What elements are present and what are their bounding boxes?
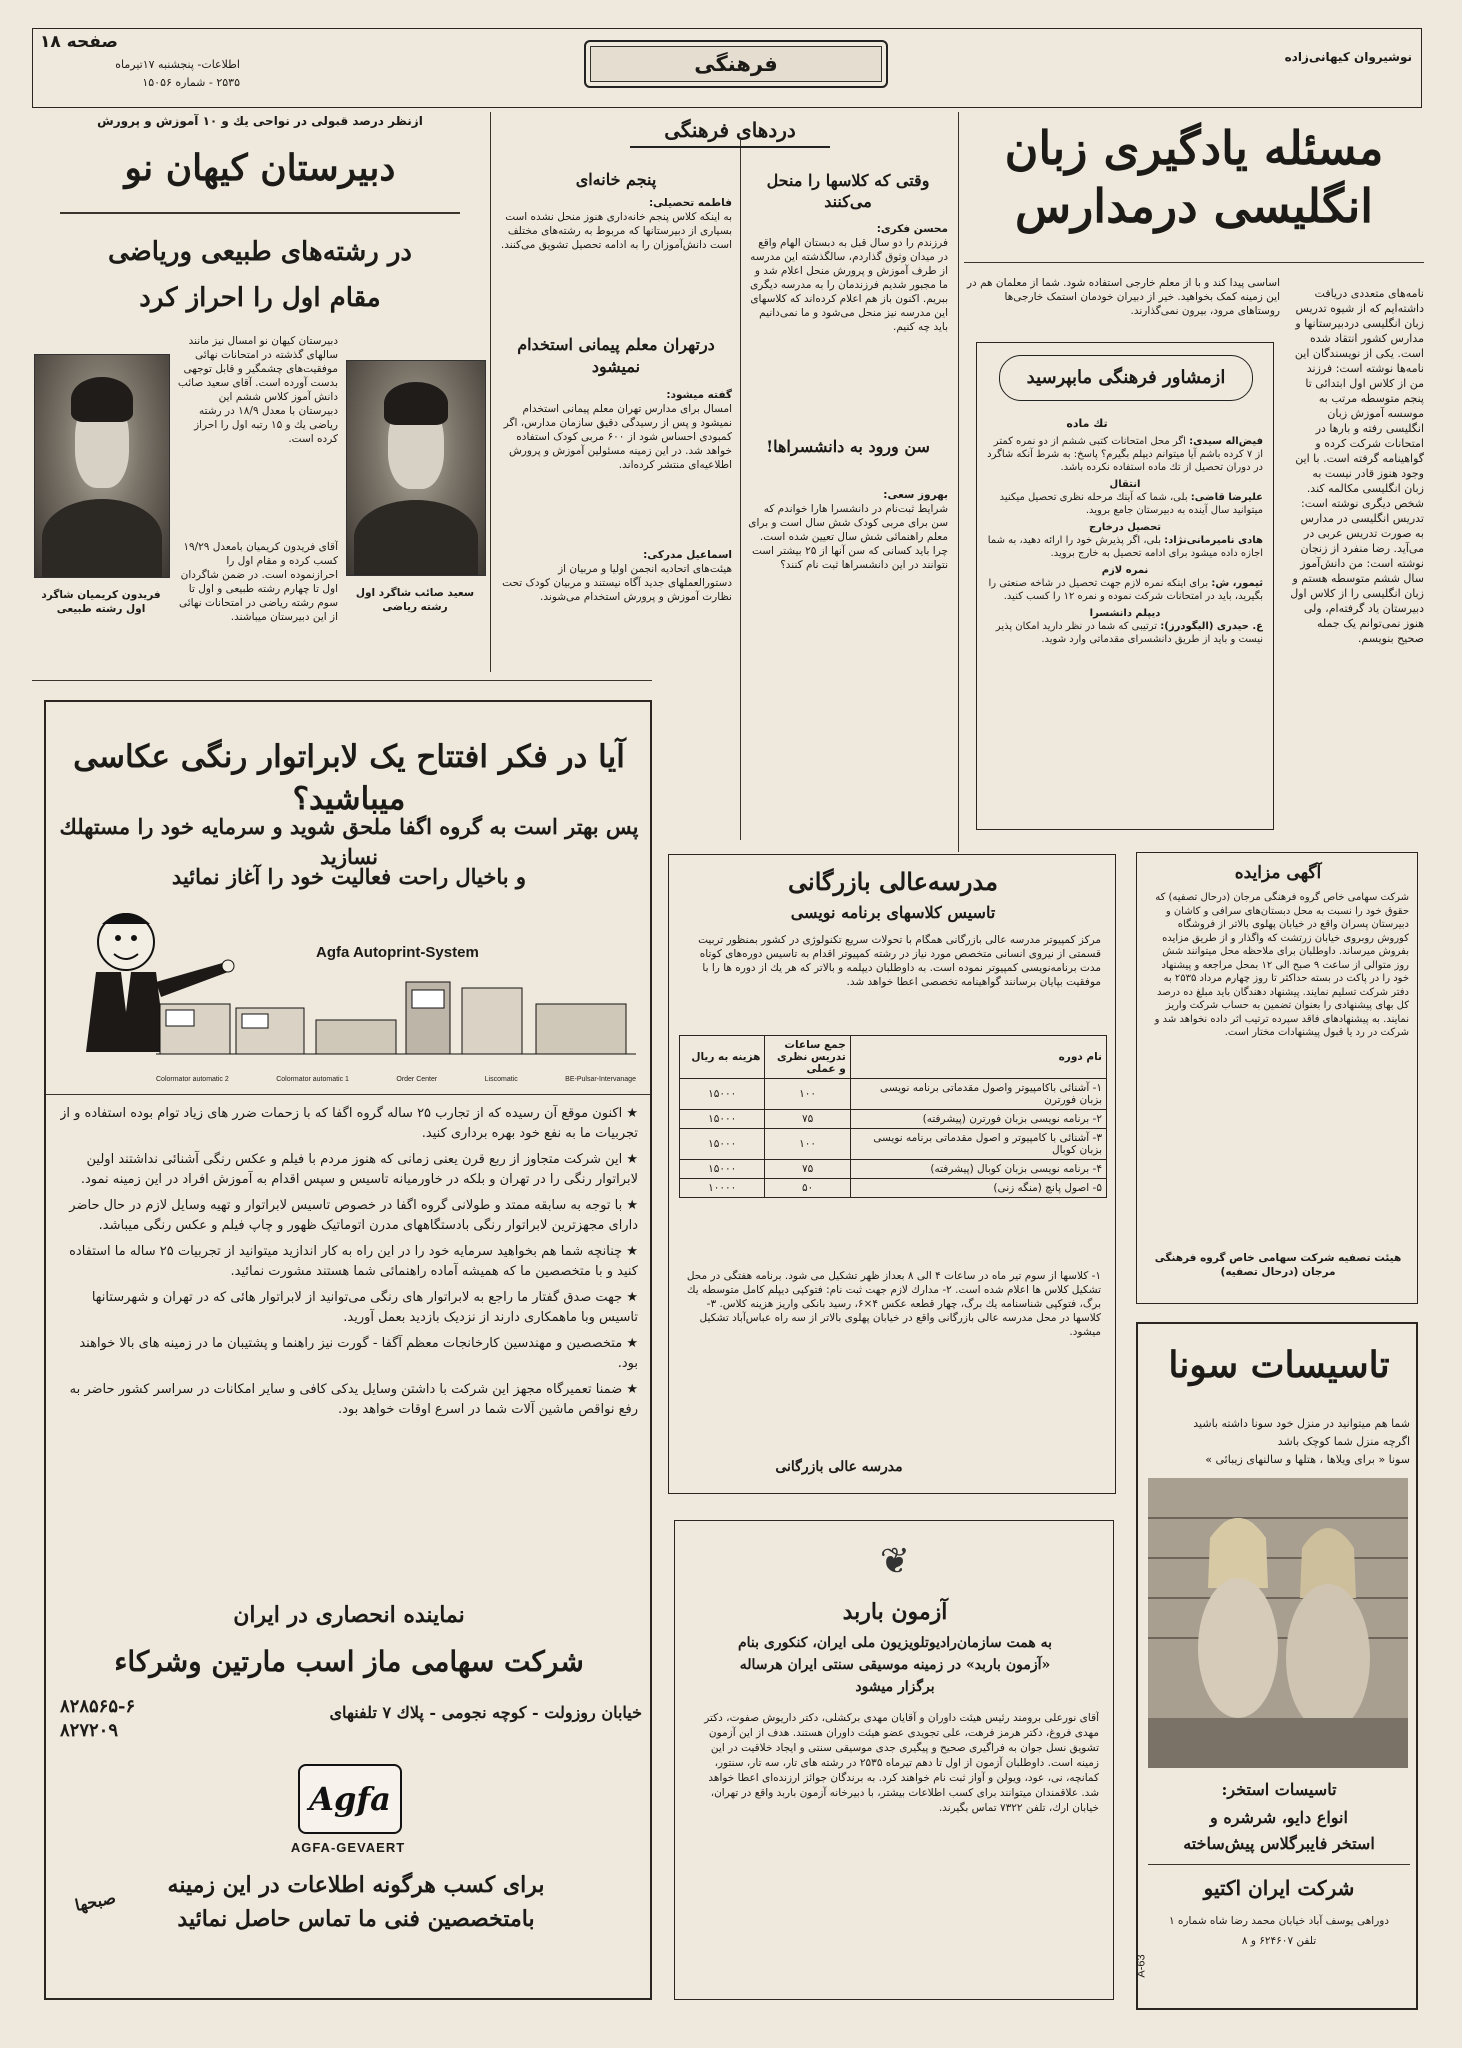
commerce-title: مدرسه‌عالی بازرگانی xyxy=(788,867,998,896)
agfa-ad xyxy=(44,700,652,2000)
q3-text: بلی، اگر پذیرش خود را ارائه دهید، به شما اجازه داده میشود برای ادامه تحصیل به خارج بروید. xyxy=(987,535,1263,559)
author-byline: نوشیروان کیهانی‌زاده xyxy=(1284,50,1412,64)
pains-name-a: محسن فکری: xyxy=(876,223,948,235)
h-transfer: انتقال xyxy=(1109,479,1141,490)
pains-col-a xyxy=(748,222,948,422)
q4-text: برای اینکه نمره لازم جهت تحصیل در شاخه صنعتی را بگیرید، باید در امتحانات شرکت نموده و نمره ۱۲ را کسب کنید. xyxy=(988,578,1263,602)
agfa-logo-caption: AGFA-GEVAERT xyxy=(290,1840,406,1855)
pool-line-2: استخر فایبرگلاس پیش‌ساخته xyxy=(1183,1834,1375,1853)
q1-name: فیض‌اله سیدی: xyxy=(1189,436,1263,447)
machine-label-4: Liscomatic xyxy=(484,1076,518,1083)
course-fee: ۱۵۰۰۰ xyxy=(680,1129,765,1160)
caption-saeb: سعید صائب شاگرد اول رشته ریاضی xyxy=(355,587,475,613)
pains-text-a: فرزندم را دو سال قبل به دبستان الهام واقع در میدان وثوق گذاردم، سالگذشته این مدرسه از طرف آموزش و پرورش منحل اعلام شد و ما مجبور شدیم فرزندمان را به مدرسه دیگری ببریم. اکنون باز هم اعلام کرده‌اند که کلاسهای این مدرسه نیز منحل می‌شود و ما نمی‌دانیم باید چه کنیم. xyxy=(750,237,948,333)
agfa-headline: آیا در فکر افتتاح یک لابراتوار رنگی عکاسی میباشید؟ xyxy=(73,739,625,817)
agfa-bullet-7-text: ضمنا تعمیرگاه مجهز این شرکت با داشتن وسایل یدکی کافی و سایر امکانات در سراسر کشور حاضر به رفع نواقص ماشین آلات شما در اسرع اوقات خواهد بود. xyxy=(69,1382,638,1417)
auction-ad xyxy=(1136,852,1418,1304)
caption-karimian: فریدون کریمیان شاگرد اول رشته طبیعی xyxy=(41,589,161,615)
pains-col-e xyxy=(748,488,948,838)
agfa-phone-1: ۸۲۸۵۶۵-۶ xyxy=(60,1696,136,1717)
agfa-agent-title: نماینده انحصاری در ایران xyxy=(233,1602,465,1628)
q3-name: هادی نامیرمانی‌نژاد: xyxy=(1164,535,1263,546)
kayhan-headline: دبیرستان کیهان نو xyxy=(124,147,396,189)
commerce-notes: ۱- کلاسها از سوم‌ تیر ماه در ساعات ۴ الی ۸ بعداز ظهر تشکیل می شود. برنامه هفتگی در محل تشکیل کلاس ها اعلام شده است. ۲- مدارك لازم جهت ثبت نام: فتوکپی دیپلم کامل متوسطه یك برگ، فتوکپی شناسنامه یك برگ، چهار قطعه عکس ۴×۶، رسید بانکی واریز هزینه کلاس. ۳- کلاسها در محل مدرسه عالی بازرگانی واقع در خیابان پهلوی بالاتر از سه راه عباس‌آباد تشکیل میشود. xyxy=(686,1270,1101,1338)
agfa-system-label: Agfa Autoprint-System xyxy=(316,944,479,961)
sauna-line-1: شما هم میتوانید در منزل خود سونا داشته باشید xyxy=(1193,1417,1410,1430)
sauna-address: دوراهی یوسف آباد خیابان محمد رضا شاه شماره ۱ xyxy=(1168,1915,1390,1927)
pains-col-c xyxy=(500,388,732,538)
sauna-photo xyxy=(1148,1478,1408,1768)
table-row xyxy=(680,1110,1107,1129)
pains-heading-e: سن ورود به دانشسراها! xyxy=(766,437,930,456)
photo-karimian xyxy=(34,354,170,578)
course-hours: ۱۰۰ xyxy=(765,1129,850,1160)
table-row xyxy=(680,1079,1107,1110)
agfa-bullet-5-text: جهت صدق گفتار ما راجع به لابراتوار های رنگی می‌توانید از لابراتوار هائی که در تهران و شهرستانها تاسیس وبا ماهمکاری دارند از نزدیک بازدید بعمل آورید. xyxy=(91,1290,638,1325)
col-fee-header: هزینه به ریال xyxy=(680,1036,765,1079)
agfa-bullet-6-text: متخصصین و مهندسین کارخانجات معظم آگفا - گورت نیز راهنما و پشتیبان ما در زمینه های بالا خواهند بود. xyxy=(79,1336,638,1371)
machine-label-1: Colormator automatic 2 xyxy=(156,1076,229,1083)
english-article-col1: نامه‌های متعددی دریافت داشته‌ایم که از شیوه تدریس زبان انگلیسی دردبیرستانها و مدارس کشور انتقاد شده است. یکی از نویسندگان این نامه‌ها نوشته است: فرزند من از کلاس اول ابتدائی تا پنجم متوسطه مرتب به موسسه آموزش زبان انگلیسی رفته و بارها در امتحانات شرکت کرده و گواهینامه گرفته است. با این وجود هنوز قادر نیست به زبان انگلیسی مکالمه کند. شخص دیگری نوشته است: تدریس انگلیسی در مدارس به صورت تدریس عربی در می‌آید. رضا منفرد از زنجان نوشته است: من دانش‌آموز سال ششم متوسطه هستم و زبان انگلیسی را از کلاس اول دبیرستان یاد گرفته‌ام، ولی هنوز نمی‌توانم یک جمله صحیح بنویسم. xyxy=(1290,287,1424,645)
pains-col-b xyxy=(500,196,732,316)
page-header xyxy=(32,28,1422,108)
course-table xyxy=(679,1035,1107,1198)
pains-name-b: فاطمه تحصیلی: xyxy=(648,197,732,209)
agfa-bullet-1-text: اکنون موقع آن رسیده که از تجارب ۲۵ ساله گروه اگفا که با زحمات ضرر های زیاد توام بوده استفاده و از تجربیات ما به نفع خود بهره برداری کنید. xyxy=(60,1106,638,1141)
barbad-exam-ad xyxy=(674,1520,1114,2000)
pool-title: تاسیسات استخر: xyxy=(1221,1780,1337,1799)
agfa-sub-2: و باخیال راحت فعالیت خود را آغاز نمائید xyxy=(171,864,527,889)
barbad-intro-1: به همت سازمان‌رادیوتلویزیون ملی ایران، کنکوری بنام xyxy=(737,1635,1053,1651)
english-article-col2: اساسی پیدا کند و با از معلم خارجی استفاده شود. شما از معلمان هم در این زمینه کمک بخواهید. خیر از دبیران خودمان استمک خارجی‌ها روستاهای مرود، بیرون نمی‌گذارند. xyxy=(966,277,1280,317)
agfa-footer-1: برای کسب هرگونه اطلاعات در این زمینه xyxy=(167,1872,545,1898)
kayhan-kicker: ازنظر درصد قبولی در نواحی یك و ۱۰ آموزش و پرورش xyxy=(97,114,423,128)
q1-text: اگر محل امتحانات کتبی ششم از دو نمره کمتر از ۷ کرده باشم آیا میتوانم دیپلم بگیرم؟ پاسخ: به شرط آنکه شاگرد در دوران تحصیل از تك ماده استفاده نکرده باشد. xyxy=(987,436,1263,473)
course-fee: ۱۵۰۰۰ xyxy=(680,1079,765,1110)
pains-text-e: شرایط ثبت‌نام در دانشسرا هارا خواندم که سن برای مربی کودک شش سال است و برای معلم راهنمائی شش سال تعیین شده است. چرا باید کسانی که سن آنها از ۲۵ بیشتر است نتوانند در این دانشسراها ثبت نام کنند؟ xyxy=(748,503,948,571)
agfa-bullet-6: ★ متخصصین و مهندسین کارخانجات معظم آگفا - گورت نیز راهنما و پشتیبان ما در زمینه های بالا خواهند بود. xyxy=(79,1336,638,1371)
q2-text: بلی، شما که آینك مرحله نظری تحصیل میکنید میتوانید سال آینده به دبیرستان جامع بروید. xyxy=(999,492,1263,516)
kayhan-body-1: دبیرستان کیهان نو امسال نیز مانند سالهای گذشته در امتحانات نهائی موفقیت‌های چشمگیر و قابل توجهی بدست آورده است. آقای سعید صائب دانش آموز کلاس ششم این دبیرستان با معدل ۱۸/۹ در رشته ریاضی یك و ۱۵ رتبه اول را احراز کرده است. xyxy=(177,335,338,445)
advisor-subtitle: تك ماده xyxy=(1066,417,1108,430)
pains-text-c: امسال برای مدارس تهران معلم پیمانی استخدام نمیشود و پس از رسیدگی دقیق‌ سازمان مدارس، اگر کمبودی احساس شود از ۶۰۰ مربی کودک استفاده خواهد شد. در این زمینه مسئولین آموزش و پرورش اطلاعیه‌ای منتشر کرده‌اند. xyxy=(503,403,732,471)
commerce-subtitle: تاسیس کلاسهای برنامه نویسی xyxy=(790,903,996,922)
course-hours: ۵۰ xyxy=(765,1179,850,1198)
pains-name-e: بهروز سعی: xyxy=(883,489,948,501)
agfa-bullet-2-text: این شرکت متجاوز از ربع قرن یعنی زمانی که هنوز مردم با فیلم و عکس رنگی آشنائی نداشتند اولین لابراتوار رنگی را در تهران و بلکه در خاورمیانه تاسیس و سپس اقدام به آموزش افراد در این زمینه نمود. xyxy=(80,1152,638,1187)
english-headline-2: انگلیسی درمدارس xyxy=(1014,179,1374,233)
agfa-footer-time: صبحها xyxy=(73,1887,118,1916)
advisor-box xyxy=(976,342,1274,830)
barbad-title: آزمون باربد xyxy=(842,1599,948,1625)
agfa-bullet-7: ★ ضمنا تعمیرگاه مجهز این شرکت با داشتن وسایل یدکی کافی و سایر امکانات در سراسر کشور حاضر به رفع نواقص ماشین آلات شما در اسرع اوقات خواهد بود. xyxy=(69,1382,638,1417)
sauna-title: تاسیسات سونا xyxy=(1168,1344,1390,1386)
section-label: فرهنگی xyxy=(584,40,888,88)
sauna-company: شرکت ایران اکتیو xyxy=(1203,1876,1355,1900)
agfa-bullet-4-text: چنانچه شما هم بخواهید سرمایه خود را در این راه به کار اندازید میتوانید از تجربیات ۲۵ ساله ما استفاده کنید و با متخصصین ما که همیشه آماده راهنمائی شما هستند مشورت نمائید. xyxy=(69,1244,638,1279)
col-course-header: نام دوره xyxy=(850,1036,1106,1079)
course-fee: ۱۵۰۰۰ xyxy=(680,1110,765,1129)
commerce-intro: مرکز کمپیوتر مدرسه عالی بازرگانی همگام با تحولات سریع تکنولوژی در کشور بمنظور تربیت قسمتی از نیروی انسانی متخصص مورد نیاز در رشته کمپیوتر اقدام به تاسیس دوره‌های کوتاه مدت برنامه‌نویسی کمپیوتر نموده است. به داوطلبان دیپلمه و بالاتر که هر یك از دوره ها را با موفقیت بپایان برسانند گواهینامه تخصصی اعطا خواهد شد. xyxy=(698,934,1101,988)
agfa-phone-2: ۸۲۷۲۰۹ xyxy=(60,1720,119,1741)
sauna-ad xyxy=(1136,1322,1418,2010)
course-hours: ۷۵ xyxy=(765,1160,850,1179)
course-name: ۳- آشنائی با کامپیوتر و اصول مقدماتی برنامه نویسی بزبان کوبال xyxy=(850,1129,1106,1160)
h-study-abroad: تحصیل درخارج xyxy=(1088,522,1162,533)
agfa-bullets xyxy=(60,1104,638,1592)
course-name: ۴- برنامه نویسی بزبان کوبال (پیشرفته) xyxy=(850,1160,1106,1179)
lab-machines-illustration xyxy=(156,974,636,1074)
course-fee: ۱۰۰۰۰ xyxy=(680,1179,765,1198)
h-grade: نمره لازم xyxy=(1101,565,1149,576)
sauna-phone: تلفن ۶۲۴۶۰۷ و ۸ xyxy=(1241,1935,1317,1947)
advisor-title: ازمشاور فرهنگی مابپرسید xyxy=(999,355,1253,401)
course-fee: ۱۵۰۰۰ xyxy=(680,1160,765,1179)
machine-label-3: Order Center xyxy=(396,1076,438,1083)
machine-label-2: Colormator automatic 1 xyxy=(276,1076,349,1083)
machine-label-5: BE-Pulsar-Intervanage xyxy=(565,1076,636,1083)
q4-name: ثیمور، ش: xyxy=(1211,578,1263,589)
kayhan-sub-2: مقام اول را احراز کرد xyxy=(139,283,381,313)
pains-col-d xyxy=(500,548,732,668)
photo-saeb xyxy=(346,360,486,576)
cultural-pains-title: دردهای فرهنگی xyxy=(630,118,830,148)
h-diploma: دیپلم دانشسرا xyxy=(1089,608,1161,619)
agfa-logo xyxy=(298,1764,402,1834)
pains-heading-b: پنجم خانه‌ای xyxy=(575,170,657,189)
course-name: ۲- برنامه نویسی بزبان فورترن (پیشرفته) xyxy=(850,1110,1106,1129)
paper-date: اطلاعات- پنجشنبه ۱۷تیرماه xyxy=(115,58,240,71)
machine-labels xyxy=(156,1076,636,1083)
auction-signature: هیئت تصفیه شرکت سهامی خاص گروه فرهنگی مرجان (درحال تصفیه) xyxy=(1154,1252,1402,1278)
col-hours-header: جمع ساعات تدریس نظری و عملی xyxy=(765,1036,850,1079)
pains-text-b: به اینکه کلاس پنجم خانه‌داری هنوز منحل نشده است بسیاری از دبیرستانها که مربوط به رشته‌های مختلف است دانش‌آموزان را به ادامه تحصیل تشویق می‌کنند. xyxy=(500,211,732,251)
sauna-line-3: سونا « برای ویلاها ، هتلها و سالنهای زیبائی » xyxy=(1205,1453,1410,1466)
kayhan-sub-1: در رشته‌های طبیعی وریاضی xyxy=(107,237,412,267)
agfa-bullet-4: ★ چنانچه شما هم بخواهید سرمایه خود را در این راه به کار اندازید میتوانید از تجربیات ۲۵ ساله ما استفاده کنید و با متخصصین ما که همیشه آماده راهنمائی شما هستند مشورت نمائید. xyxy=(69,1244,638,1279)
course-hours: ۷۵ xyxy=(765,1110,850,1129)
agfa-bullet-3-text: با توجه به سابقه ممتد و طولانی گروه اگفا در خصوص تاسیس لابراتوار و تهیه وسایل لازم در حال حاضر دارای مجهزترین لابراتوار رنگی بادستگاههای مدرن اتوماتیک ظهور و چاپ فیلم و عکس رنگی میباشد. xyxy=(69,1198,638,1233)
sauna-line-2: اگرچه منزل شما کوچک باشد xyxy=(1277,1435,1410,1448)
barbad-intro-2: «آزمون باربد» در زمینه موسیقی سنتی ایران هرساله xyxy=(739,1657,1051,1673)
english-headline-1: مسئله یادگیری زبان xyxy=(1004,121,1384,175)
commerce-table-wrap xyxy=(679,1035,1107,1198)
issue-number: ۲۵۳۵ - شماره ۱۵۰۵۶ xyxy=(142,76,240,89)
barbad-intro-3: برگزار میشود xyxy=(855,1679,935,1695)
agfa-logo-text: Agfa xyxy=(309,1780,391,1818)
table-row xyxy=(680,1160,1107,1179)
pool-line-1: انواع دایو، شرشره و xyxy=(1210,1808,1348,1827)
table-row xyxy=(680,1179,1107,1198)
pains-heading-c: درتهران معلم پیمانی استخدام نمیشود xyxy=(517,335,715,376)
auction-text: شرکت سهامی خاص گروه فرهنگی مرجان (درحال تصفیه) که حقوق خود را نسبت به محل دبستان‌های سرافی و کاشان و دبیرستان پسران واقع در خیابان پهلوی بالاتر از فروشگاه کوروش روبروی خیابان زرتشت که واگذار و از طریق مزایده بفروش میرساند. داوطلبان برای ملاحظه محل میتوانند شش روز متوالی از ساعت ۹ صبح الی ۱۲ بمحل مراجعه و پیشنهاد خود را در پاکت در بسته حداکثر تا روز چهارم مرداد ۲۵۳۵ به دفتر شرکت تسلیم نمایند. پیشنهاد دهندگان باید مبلغ ده درصد کل بهای پیشنهادی را بعنوان تضمین به حساب شرکت واریز نمایند. به پیشنهادهای فاقد سپرده ترتیب اثر داده نخواهد شد و شرکت در رد یا قبول پیشنهادات مختار است. xyxy=(1154,892,1409,1038)
auction-title: آگهی مزایده xyxy=(1234,863,1322,883)
table-row xyxy=(680,1129,1107,1160)
commerce-school-ad xyxy=(668,854,1116,1494)
course-hours: ۱۰۰ xyxy=(765,1079,850,1110)
agfa-address: خیابان روزولت - کوچه نجومی - پلاك ۷ تلفنهای xyxy=(329,1703,642,1722)
pains-name-c: گفته میشود: xyxy=(666,389,732,401)
kayhan-body-2: آقای فریدون کریمیان بامعدل ۱۹/۲۹ کسب کرده و مقام اول را احرازنموده است. در ضمن شاگردان اول تا چهارم رشته طبیعی و اول تا سوم رشته ریاضی در امتحانات نهائی از این دبیرستان میباشند. xyxy=(178,541,338,623)
ornament-icon: ❦ xyxy=(879,1541,911,1582)
agfa-sub-1: پس بهتر است به گروه اگفا ملحق شوید و سرمایه خود را مستهلك نسازید xyxy=(59,814,639,869)
commerce-signature: مدرسه عالی بازرگانی xyxy=(775,1459,903,1475)
advisor-content xyxy=(987,435,1263,823)
agfa-bullet-1: ★ اکنون موقع آن رسیده که از تجارب ۲۵ ساله گروه اگفا که با زحمات ضرر های زیاد توام بوده استفاده و از تجربیات ما به نفع خود بهره برداری کنید. xyxy=(60,1106,638,1141)
agfa-bullet-5: ★ جهت صدق گفتار ما راجع به لابراتوار های رنگی می‌توانید از لابراتوار هائی که در تهران و شهرستانها تاسیس وبا ماهمکاری دارند از نزدیک بازدید بعمل آورید. xyxy=(91,1290,638,1325)
agfa-bullet-2: ★ این شرکت متجاوز از ربع قرن یعنی زمانی که هنوز مردم با فیلم و عکس رنگی آشنائی نداشتند اولین لابراتوار رنگی را در تهران و بلکه در خاورمیانه تاسیس و سپس اقدام به آموزش افراد در این زمینه نمود. xyxy=(80,1152,638,1187)
page-number: صفحه ۱۸ xyxy=(40,32,118,52)
q2-name: علیرضا قاضی: xyxy=(1190,492,1263,503)
agfa-company: شرکت سهامی ماز اسب مارتین وشرکاء xyxy=(114,1645,584,1678)
course-name: ۱- آشنائی باکامپیوتر واصول مقدماتی برنامه نویسی بزبان فورترن xyxy=(850,1079,1106,1110)
agfa-footer-2: بامتخصصین فنی ما تماس حاصل نمائید xyxy=(177,1906,535,1932)
barbad-body: آقای نورعلی برومند رئیس هیئت داوران و آقایان مهدی برکشلی، دکتر داریوش صفوت، دکتر مهدی فروغ، دکتر هرمز فرهت، علی تجویدی عضو هیئت داوران هستند. هدف از این آزمون تشویق نسل جوان به فراگیری صحیح و پیگیری جدی موسیقی سنتی و ایجاد خلاقیت در این زمینه است. داوطلبان آزمون از اول تا دهم تیرماه ۲۵۳۵ در رشته های تار، سه تار، سنتور، کمانچه، نی، عود، ویولن و آواز ثبت نام خواهند کرد. به برندگان جوائز ارزنده‌ای اعطا خواهد شد. علاقمندان میتوانند برای کسب اطلاعات بیشتر، با دبیرخانه آزمون باربد واقع در تهران، خیابان ارك، تلفن ۷۳۲۲ تماس بگیرند. xyxy=(704,1712,1099,1814)
pains-heading-a: وقتی که کلاسها را منحل می‌کنند xyxy=(766,171,930,211)
course-name: ۵- اصول پانچ (منگه زنی) xyxy=(850,1179,1106,1198)
agfa-bullet-3: ★ با توجه به سابقه ممتد و طولانی گروه اگفا در خصوص تاسیس لابراتوار و تهیه وسایل لازم در حال حاضر دارای مجهزترین لابراتوار رنگی بادستگاههای مدرن اتوماتیک ظهور و چاپ فیلم و عکس رنگی میباشد. xyxy=(69,1198,638,1233)
pains-text-d: هیئت‌های اتحادیه انجمن اولیا و مربیان از دستورالعملهای جدید آگاه نیستند و مربیان کودک تحت نظارت آموزش و پرورش استخدام می‌شوند. xyxy=(502,563,732,603)
q5-text: ترتیبی که شما در نظر دارید امکان پذیر نیست و باید از طریق دانشسرای مقدماتی وارد شوید. xyxy=(995,621,1263,645)
pains-name-d: اسماعیل مدرکی: xyxy=(643,549,732,561)
ad-code: A-63 xyxy=(1135,1954,1148,1978)
q5-name: ع. حیدری (الیگودرز): xyxy=(1160,621,1263,632)
